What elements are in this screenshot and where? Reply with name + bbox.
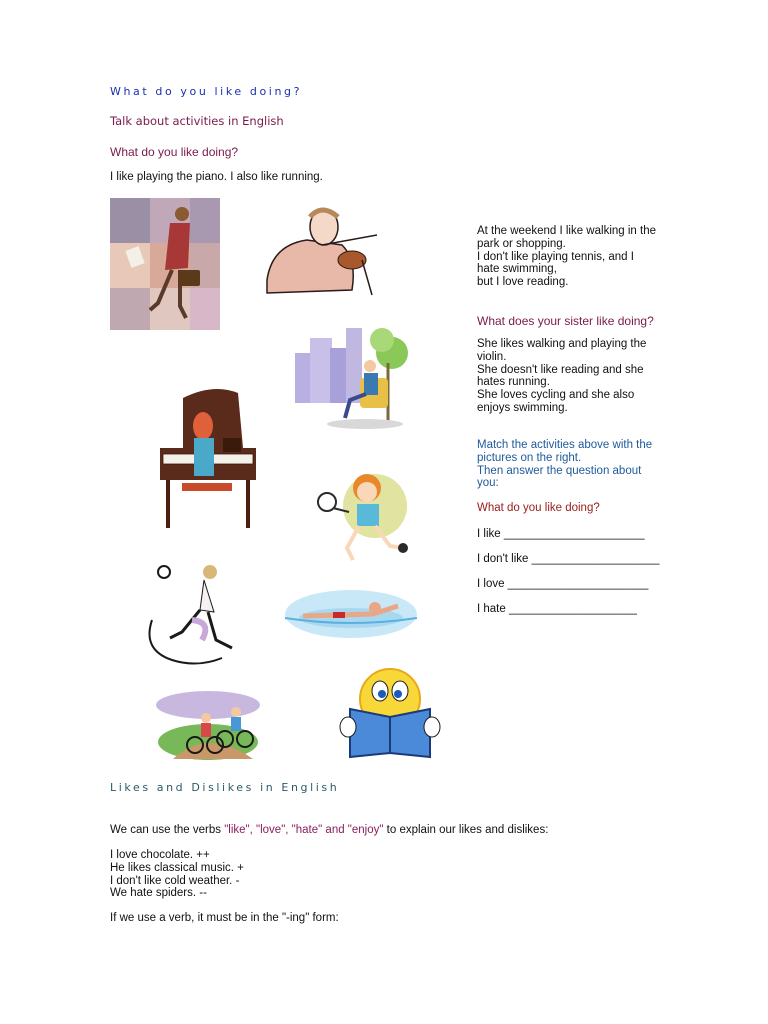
text-line: hates running.: [477, 376, 550, 389]
page-title: What do you like doing?: [110, 85, 303, 98]
text-line: She loves cycling and she also: [477, 389, 635, 402]
main-question: What do you like doing?: [110, 145, 239, 159]
page-subtitle: Talk about activities in English: [110, 114, 284, 128]
blank-hate[interactable]: I hate ____________________: [477, 603, 637, 615]
blank-like[interactable]: I like ______________________: [477, 528, 645, 540]
text-line: She doesn't like reading and she: [477, 363, 644, 376]
answer-question: What do you like doing?: [477, 502, 600, 514]
section-title-likes-dislikes: Likes and Dislikes in English: [110, 781, 340, 794]
smiley-reading-book-image: [340, 667, 442, 759]
instruction-line: pictures on the right.: [477, 451, 582, 464]
person-sitting-park-city-image: [290, 318, 410, 430]
text-line: enjoys swimming.: [477, 401, 568, 414]
woman-playing-violin-image: [262, 205, 380, 300]
woman-walking-shopping-image: [110, 198, 220, 330]
text-line: hate swimming,: [477, 263, 557, 276]
text-line: but I love reading.: [477, 276, 569, 289]
example-line: We hate spiders. --: [110, 887, 207, 900]
sister-question: What does your sister like doing?: [477, 314, 654, 328]
blank-love[interactable]: I love ______________________: [477, 578, 649, 590]
blank-dont-like[interactable]: I don't like ____________________: [477, 553, 660, 565]
example-line: I love chocolate. ++: [110, 849, 210, 861]
sister-paragraph: [477, 338, 677, 415]
verbs-highlight: "like", "love", "hate" and "enjoy": [224, 824, 384, 836]
ing-rule: If we use a verb, it must be in the "-ing" form:: [110, 912, 339, 924]
text-line: At the weekend I like walking in the: [477, 225, 656, 237]
weekend-paragraph: [477, 225, 677, 289]
verbs-sentence: [110, 824, 548, 837]
instruction-line: Then answer the question about: [477, 464, 642, 477]
girl-playing-piano-image: [158, 388, 258, 533]
girl-playing-tennis-image: [315, 468, 407, 566]
people-cycling-image: [153, 687, 263, 762]
match-instructions: [477, 439, 677, 490]
verbs-suffix: to explain our likes and dislikes:: [383, 824, 549, 836]
text-line: violin.: [477, 350, 507, 363]
instruction-line: Match the activities above with the: [477, 439, 653, 451]
intro-text: I like playing the piano. I also like running.: [110, 171, 323, 183]
examples-list: [110, 849, 244, 900]
text-line: I don't like playing tennis, and I: [477, 250, 634, 263]
text-line: She likes walking and playing the: [477, 338, 647, 350]
text-line: park or shopping.: [477, 237, 566, 250]
instruction-line: you:: [477, 477, 499, 490]
example-line: I don't like cold weather. -: [110, 874, 240, 887]
woman-running-image: [142, 560, 240, 672]
example-line: He likes classical music. +: [110, 861, 244, 874]
man-swimming-image: [283, 586, 419, 642]
verbs-prefix: We can use the verbs: [110, 824, 225, 836]
